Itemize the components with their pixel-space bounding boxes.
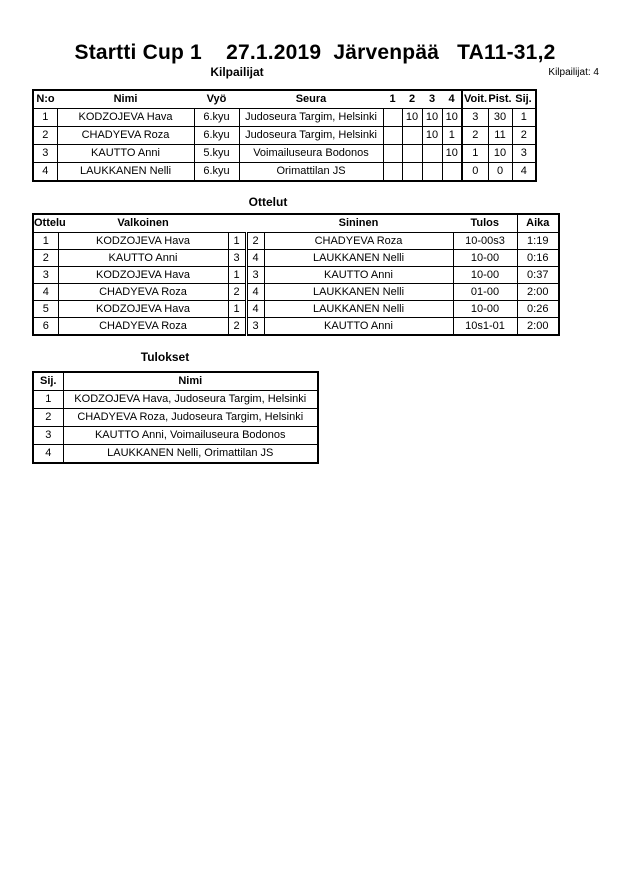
cell (402, 163, 422, 182)
cell: 1 (462, 145, 488, 163)
col-header: 4 (442, 90, 462, 109)
cell: 5 (33, 301, 58, 318)
cell: 11 (488, 127, 512, 145)
col-header: 3 (422, 90, 442, 109)
cell: 3 (228, 250, 246, 267)
cell: 1 (228, 267, 246, 284)
table-row (33, 284, 559, 301)
cell: KODZOJEVA Hava (57, 109, 194, 127)
col-header: Sij. (512, 90, 536, 109)
cell: 4 (512, 163, 536, 182)
cell: 2 (228, 284, 246, 301)
cell: CHADYEVA Roza (264, 233, 453, 250)
cell: KODZOJEVA Hava, Judoseura Targim, Helsinki (63, 391, 318, 409)
cell: KAUTTO Anni (264, 318, 453, 336)
cell: 0:26 (517, 301, 559, 318)
cell: 4 (246, 284, 264, 301)
cell: LAUKKANEN Nelli, Orimattilan JS (63, 445, 318, 464)
cell: 10 (488, 145, 512, 163)
cell: 2 (33, 409, 63, 427)
cell: 2 (228, 318, 246, 336)
table-row (33, 318, 559, 336)
cell (402, 127, 422, 145)
col-header: Nimi (57, 90, 194, 109)
table-row (33, 409, 318, 427)
kilpailijat-section-title: Kilpailijat (210, 65, 264, 79)
cell: CHADYEVA Roza, Judoseura Targim, Helsinki (63, 409, 318, 427)
tulokset-section-title: Tulokset (140, 350, 190, 364)
cell: KAUTTO Anni (58, 250, 228, 267)
table-row (33, 250, 559, 267)
table-header-row (33, 90, 536, 109)
cell: 1 (228, 301, 246, 318)
cell: 0 (462, 163, 488, 182)
col-header: Valkoinen (58, 214, 228, 233)
ottelut-table (32, 213, 560, 336)
table-row (33, 163, 536, 182)
cell: 01-00 (453, 284, 517, 301)
cell: KODZOJEVA Hava (58, 233, 228, 250)
cell: LAUKKANEN Nelli (57, 163, 194, 182)
cell: 10s1-01 (453, 318, 517, 336)
cell: 1 (442, 127, 462, 145)
table-row (33, 267, 559, 284)
cell: 2 (512, 127, 536, 145)
table-row (33, 445, 318, 464)
tulokset-table (32, 371, 319, 464)
cell: 4 (33, 163, 57, 182)
cell: 3 (33, 267, 58, 284)
cell: 10-00 (453, 267, 517, 284)
cell: 1 (33, 233, 58, 250)
cell: 5.kyu (194, 145, 239, 163)
cell: 10-00 (453, 250, 517, 267)
cell: 3 (246, 267, 264, 284)
col-header: N:o (33, 90, 57, 109)
cell: 3 (33, 145, 57, 163)
col-header: Vyö (194, 90, 239, 109)
table-row (33, 391, 318, 409)
cell: KAUTTO Anni (264, 267, 453, 284)
cell: 4 (33, 445, 63, 464)
col-header: Nimi (63, 372, 318, 391)
ottelut-section-title: Ottelut (248, 195, 288, 209)
cell: 3 (512, 145, 536, 163)
table-header-row (33, 214, 559, 233)
cell: 3 (33, 427, 63, 445)
col-header (228, 214, 246, 233)
cell: Judoseura Targim, Helsinki (239, 109, 383, 127)
cell: 4 (246, 250, 264, 267)
cell: 1 (33, 109, 57, 127)
cell: 10 (402, 109, 422, 127)
col-header (246, 214, 264, 233)
cell: Voimailuseura Bodonos (239, 145, 383, 163)
cell: 2 (462, 127, 488, 145)
cell: Orimattilan JS (239, 163, 383, 182)
cell: 6.kyu (194, 163, 239, 182)
cell: 4 (246, 301, 264, 318)
col-header: 2 (402, 90, 422, 109)
cell (442, 163, 462, 182)
cell: 0:37 (517, 267, 559, 284)
cell: 1 (33, 391, 63, 409)
page-title: Startti Cup 1 27.1.2019 Järvenpää TA11-31,2 (74, 41, 556, 64)
cell: 6 (33, 318, 58, 336)
cell (383, 163, 402, 182)
cell: 4 (33, 284, 58, 301)
cell: 2 (246, 233, 264, 250)
cell: KAUTTO Anni, Voimailuseura Bodonos (63, 427, 318, 445)
cell: CHADYEVA Roza (58, 318, 228, 336)
cell: 0 (488, 163, 512, 182)
cell (383, 127, 402, 145)
table-row (33, 145, 536, 163)
kilpailijat-table (32, 89, 537, 182)
col-header: Ottelu (33, 214, 58, 233)
col-header: Tulos (453, 214, 517, 233)
cell: 10-00s3 (453, 233, 517, 250)
cell (383, 145, 402, 163)
cell: Judoseura Targim, Helsinki (239, 127, 383, 145)
cell: 3 (246, 318, 264, 336)
cell: KODZOJEVA Hava (58, 267, 228, 284)
cell: 2 (33, 127, 57, 145)
cell (422, 163, 442, 182)
cell: 2 (33, 250, 58, 267)
table-row (33, 301, 559, 318)
cell: 10-00 (453, 301, 517, 318)
cell: 3 (462, 109, 488, 127)
cell: LAUKKANEN Nelli (264, 250, 453, 267)
cell: 2:00 (517, 318, 559, 336)
cell: 10 (442, 145, 462, 163)
col-header: Voit. (462, 90, 488, 109)
cell: KODZOJEVA Hava (58, 301, 228, 318)
cell: CHADYEVA Roza (57, 127, 194, 145)
cell: CHADYEVA Roza (58, 284, 228, 301)
cell: LAUKKANEN Nelli (264, 301, 453, 318)
table-row (33, 427, 318, 445)
cell (383, 109, 402, 127)
table-header-row (33, 372, 318, 391)
cell (402, 145, 422, 163)
cell: 6.kyu (194, 109, 239, 127)
table-row (33, 109, 536, 127)
cell: 30 (488, 109, 512, 127)
col-header: Seura (239, 90, 383, 109)
cell: KAUTTO Anni (57, 145, 194, 163)
cell: LAUKKANEN Nelli (264, 284, 453, 301)
col-header: 1 (383, 90, 402, 109)
cell: 1:19 (517, 233, 559, 250)
cell: 2:00 (517, 284, 559, 301)
cell: 1 (512, 109, 536, 127)
cell: 6.kyu (194, 127, 239, 145)
cell: 10 (442, 109, 462, 127)
cell: 10 (422, 127, 442, 145)
table-row (33, 127, 536, 145)
cell (422, 145, 442, 163)
col-header: Sij. (33, 372, 63, 391)
kilpailijat-count: Kilpailijat: 4 (548, 67, 599, 78)
cell: 1 (228, 233, 246, 250)
col-header: Pist. (488, 90, 512, 109)
cell: 0:16 (517, 250, 559, 267)
col-header: Aika (517, 214, 559, 233)
table-row (33, 233, 559, 250)
cell: 10 (422, 109, 442, 127)
col-header: Sininen (264, 214, 453, 233)
